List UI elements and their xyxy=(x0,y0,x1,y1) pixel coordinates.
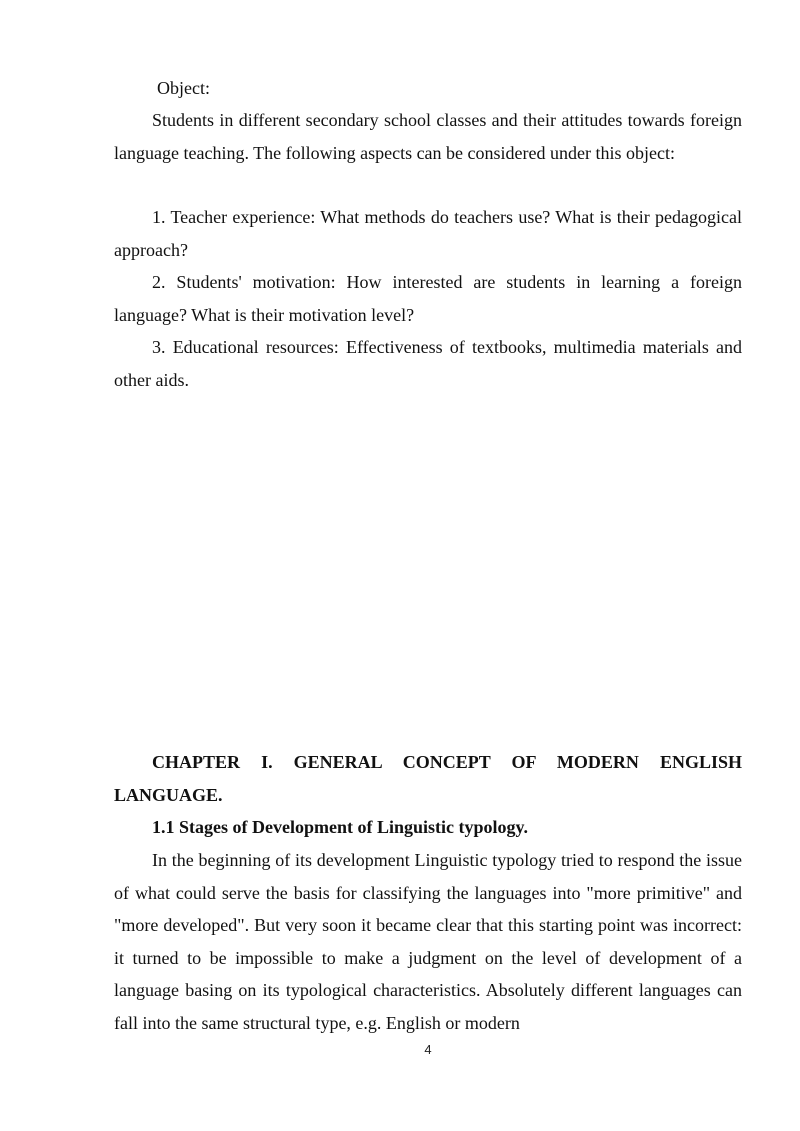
list-item-educational-resources: 3. Educational resources: Effectiveness of textbooks, multimedia materials and other aids. xyxy=(114,337,742,390)
object-paragraph: Students in different secondary school classes and their attitudes towards foreign language teaching. The following aspects can be considered under this object: xyxy=(114,110,742,163)
list-item-teacher-experience: 1. Teacher experience: What methods do teachers use? What is their pedagogical approach? xyxy=(114,207,742,260)
section-heading: 1.1 Stages of Development of Linguistic typology. xyxy=(152,817,528,837)
intro-paragraph: In the beginning of its development Linguistic typology tried to respond the issue of what could serve the basis for classifying the languages into "more primitive" and "more developed". But very soon it became clear that this starting point was incorrect: it turned to be impossible to make a judgment on the level of development of a language basing on its typological characteristics. Absolutely different languages can fall into the same structural type, e.g. English or modern xyxy=(114,850,742,1033)
list-item-students-motivation: 2. Students' motivation: How interested are students in learning a foreign language? What is their motivation level? xyxy=(114,272,742,325)
page-number: 4 xyxy=(424,1042,432,1057)
chapter-heading: CHAPTER I. GENERAL CONCEPT OF MODERN ENGLISH LANGUAGE. xyxy=(114,752,742,805)
object-label: Object: xyxy=(157,78,210,98)
